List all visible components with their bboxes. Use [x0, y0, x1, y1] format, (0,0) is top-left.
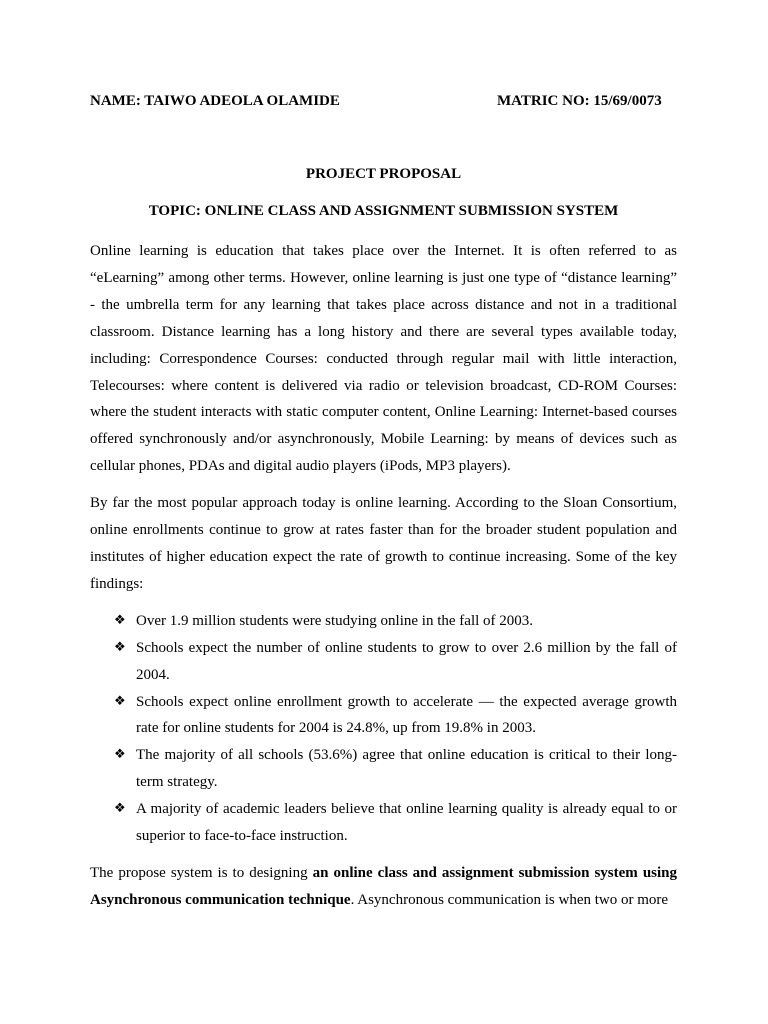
- matric-number: MATRIC NO: 15/69/0073: [497, 93, 662, 109]
- document-title: PROJECT PROPOSAL: [305, 166, 462, 182]
- paragraph-online-learning: Online learning is education that takes place over the Internet. It is often referred to as “eLearning” among other terms. However, online learning is just one type of “distance learning” - the umbrella term for any learning that takes place across distance and not in a traditional classroom. Distance learning has a long history and there are several types available today, including: Correspondence Courses: conducted through regular mail with little interaction, Telecourses: where content is delivered via radio or television broadcast, CD-ROM Courses: where the student interacts with static computer content, Online Learning: Internet-based courses offered synchronously and/or asynchronously, Mobile Learning: by means of devices such as cellular phones, PDAs and digital audio players (iPods, MP3 players).: [90, 243, 677, 475]
- paragraph-sloan-consortium: By far the most popular approach today is online learning. According to the Sloan Consortium, online enrollments continue to grow at rates faster than for the broader student population and institutes of higher education expect the rate of growth to continue increasing. Some of the key findings:: [90, 495, 677, 592]
- diamond-bullet-icon: ❖: [114, 747, 126, 763]
- project-topic: TOPIC: ONLINE CLASS AND ASSIGNMENT SUBMISSION SYSTEM: [148, 203, 619, 219]
- diamond-bullet-icon: ❖: [114, 639, 126, 655]
- diamond-bullet-icon: ❖: [114, 801, 126, 817]
- finding-text: Schools expect online enrollment growth to accelerate — the expected average growth rate for online students for 2004 is 24.8%, up from 19.8% in 2003.: [136, 693, 677, 737]
- finding-text: Schools expect the number of online students to grow to over 2.6 million by the fall of 2004.: [136, 639, 677, 683]
- paragraph-proposed-system: [90, 860, 677, 914]
- student-header: [90, 93, 663, 113]
- list-item: [90, 608, 677, 635]
- finding-text: A majority of academic leaders believe that online learning quality is already equal to or superior to face-to-face instruction.: [136, 801, 677, 845]
- proposed-system-rest: . Asynchronous communication is when two or more: [350, 891, 669, 908]
- key-findings-list: [90, 608, 677, 850]
- list-item: [90, 796, 677, 850]
- finding-text: Over 1.9 million students were studying online in the fall of 2003.: [136, 612, 534, 629]
- diamond-bullet-icon: ❖: [114, 612, 126, 628]
- list-item: [90, 635, 677, 689]
- list-item: [90, 689, 677, 743]
- student-name: NAME: TAIWO ADEOLA OLAMIDE: [90, 93, 340, 109]
- document-body: [90, 238, 677, 924]
- proposed-system-intro: The propose system is to designing: [90, 864, 313, 881]
- list-item: [90, 742, 677, 796]
- finding-text: The majority of all schools (53.6%) agree that online education is critical to their long-term strategy.: [136, 747, 677, 791]
- diamond-bullet-icon: ❖: [114, 693, 126, 709]
- proposed-system-highlight: an online class and assignment submission system using Asynchronous communication technique: [90, 864, 678, 908]
